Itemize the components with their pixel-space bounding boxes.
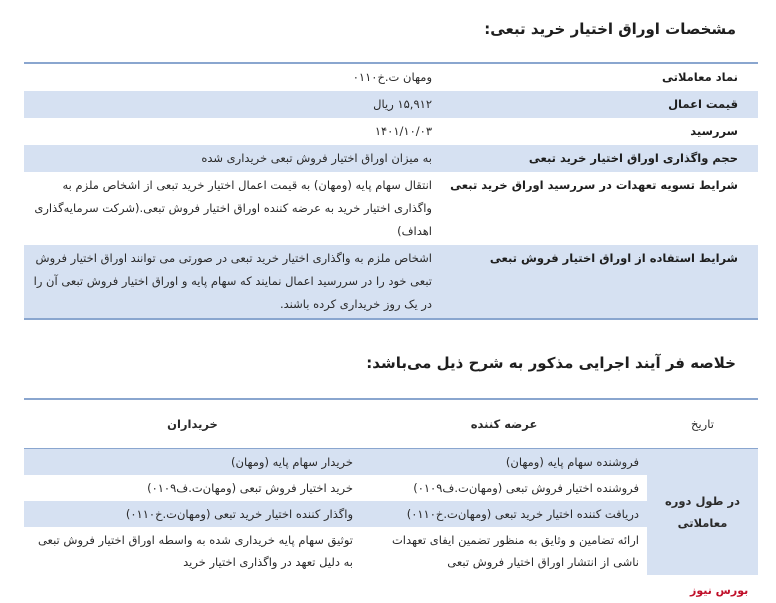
specs-table [24, 62, 758, 320]
spec-row [24, 63, 758, 91]
spec-label: حجم واگذاری اوراق اختیار خرید تبعی [440, 145, 758, 172]
buyer-cell: واگذار کننده اختیار خرید تبعی (ومهان‌ت.خ۰۱۱۰) [24, 501, 361, 527]
spec-label: شرایط استفاده از اوراق اختیار فروش تبعی [440, 245, 758, 319]
watermark-logo: بورس نیوز [690, 584, 749, 597]
spec-value: ۱۵,۹۱۲ ریال [24, 91, 440, 118]
header-seller: عرضه کننده [361, 399, 647, 449]
spec-value: ومهان ت.خ۰۱۱۰ [352, 70, 432, 84]
seller-cell: فروشنده اختیار فروش تبعی (ومهان‌ت.ف۰۱۰۹) [413, 481, 639, 495]
seller-cell: ارائه تضامین و وثایق به منظور تضمین ایفای تعهدات ناشی از انتشار اوراق اختیار فروش تبعی [391, 533, 639, 569]
spec-row [24, 172, 758, 245]
period-cell: در طول دوره معاملاتی [647, 449, 758, 576]
process-row [24, 449, 758, 476]
spec-row [24, 245, 758, 319]
spec-value: اشخاص ملزم به واگذاری اختیار خرید تبعی در صورتی می توانند اوراق اختیار فروش تبعی خود را در سررسید اعمال نمایند که سهام پایه و اوراق اختیار فروش تبعی آن را در یک روز خریداری کرده باشند. [24, 245, 440, 319]
process-title: خلاصه فر آیند اجرایی مذکور به شرح ذیل می‌باشد: [366, 354, 736, 372]
specs-title: مشخصات اوراق اختیار خرید تبعی: [484, 20, 736, 38]
buyer-cell: توثیق سهام پایه خریداری شده به واسطه اوراق اختیار فروش تبعی به دلیل تعهد در واگذاری اختیار خرید [37, 533, 353, 569]
spec-label: نماد معاملاتی [662, 70, 738, 84]
header-buyers: خریداران [24, 399, 361, 449]
spec-label: شرایط تسویه تعهدات در سررسید اوراق خرید تبعی [450, 178, 738, 192]
spec-value: انتقال سهام پایه (ومهان) به قیمت اعمال اختیار خرید تبعی از اشخاص ملزم به واگذاری اختیار خرید به عرضه کننده اوراق اختیار فروش تبعی.(شرکت سرمایه‌گذاری اهداف) [34, 178, 432, 238]
header-date: تاریخ [647, 399, 758, 449]
process-table [24, 398, 758, 575]
spec-label: سررسید [690, 124, 738, 138]
spec-value: ۱۴۰۱/۱۰/۰۳ [374, 124, 432, 138]
seller-cell: دریافت کننده اختیار خرید تبعی (ومهان‌ت.خ۰۱۱۰) [361, 501, 647, 527]
spec-row [24, 118, 758, 145]
seller-cell: فروشنده سهام پایه (ومهان) [361, 449, 647, 476]
buyer-cell: خرید اختیار فروش تبعی (ومهان‌ت.ف۰۱۰۹) [147, 481, 353, 495]
buyer-cell: خریدار سهام پایه (ومهان) [24, 449, 361, 476]
process-header-row [24, 399, 758, 449]
spec-row [24, 91, 758, 118]
spec-row [24, 145, 758, 172]
spec-label: قیمت اعمال [440, 91, 758, 118]
spec-value: به میزان اوراق اختیار فروش تبعی خریداری شده [24, 145, 440, 172]
